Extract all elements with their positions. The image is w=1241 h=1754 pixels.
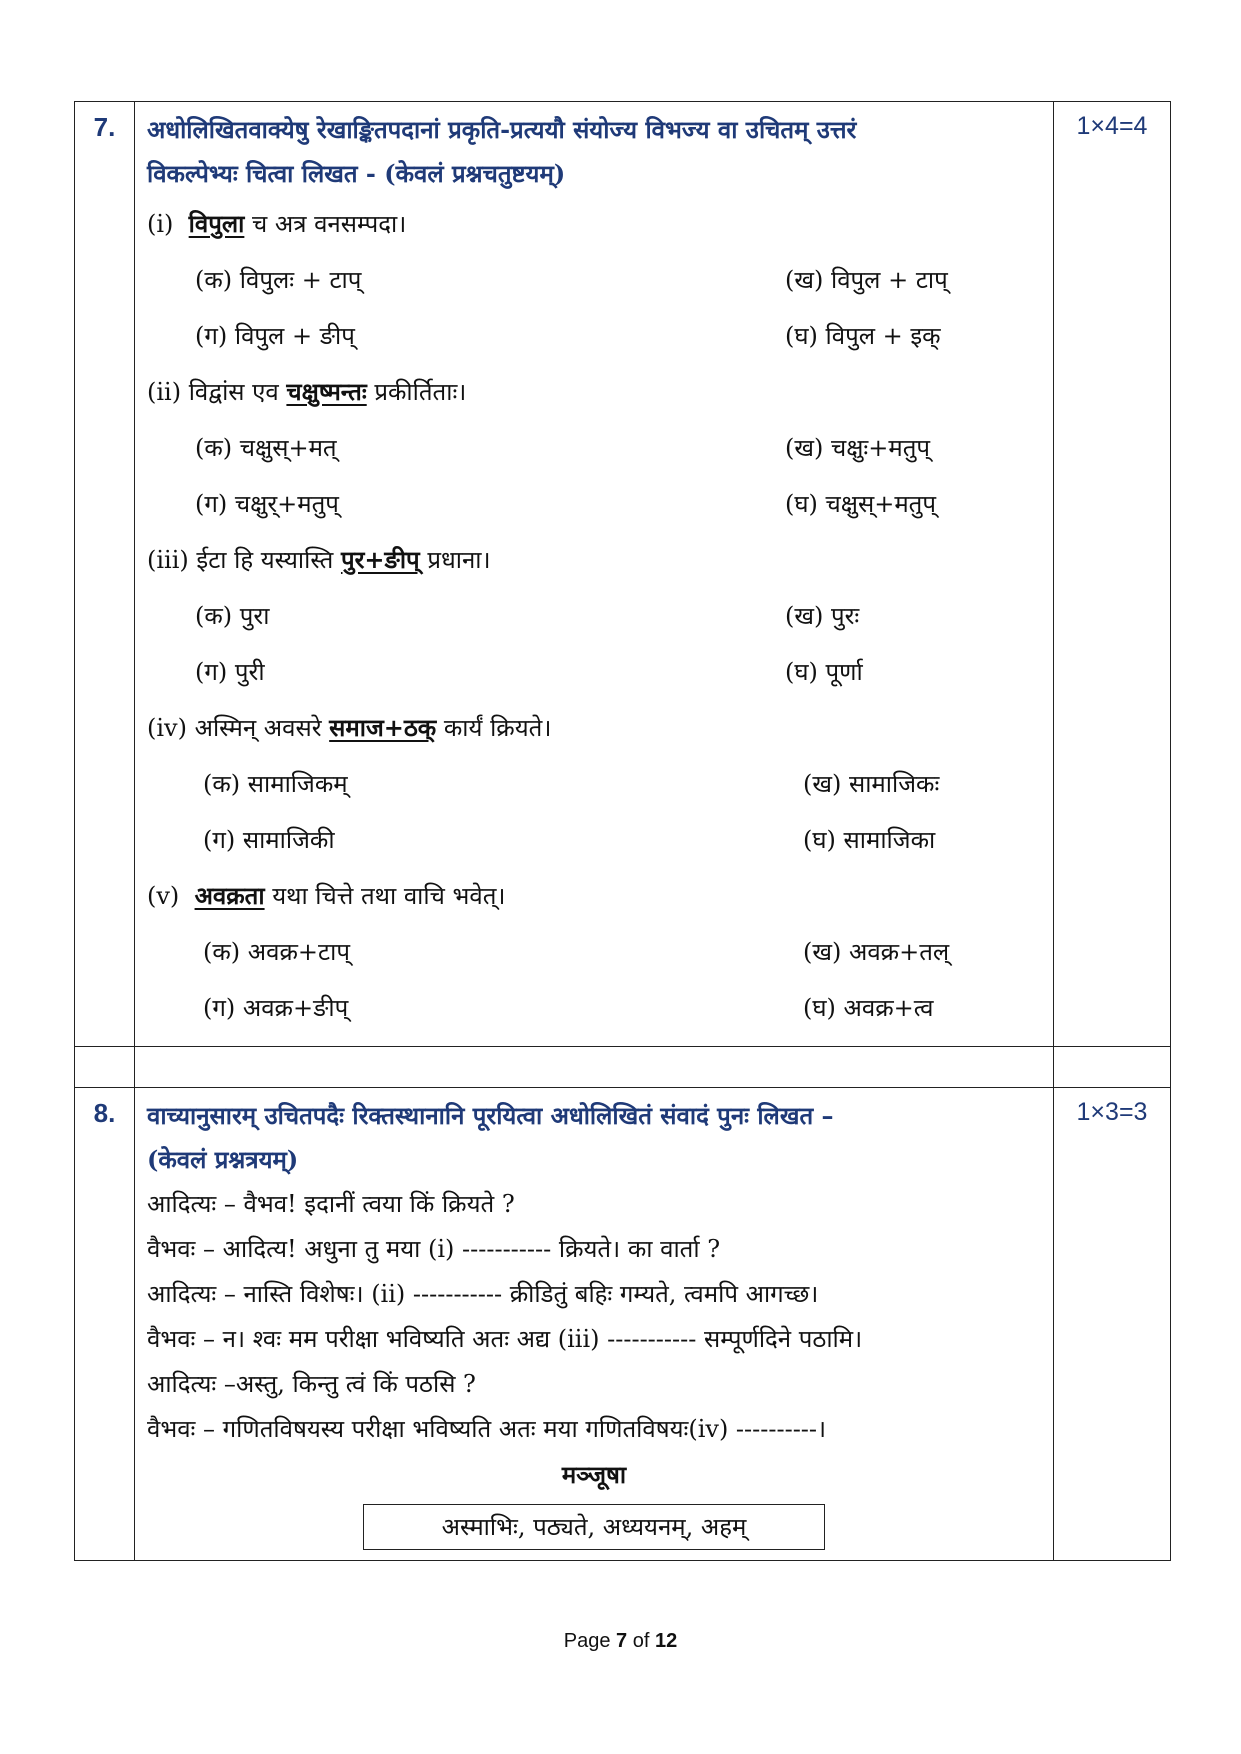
underlined-word: समाज+ठक् [329,713,437,742]
question-7-number: 7. [75,102,135,1047]
option-gha: (घ) चक्षुस्+मतुप् [785,490,936,518]
option-ka: (क) विपुलः + टाप् [195,266,362,294]
item-text-before: अस्मिन् अवसरे [194,714,330,742]
option-ga: (ग) चक्षुर्+मतुप् [195,490,339,518]
item-number: (iv) [147,714,187,742]
question-table [74,101,1171,1561]
option-ga: (ग) सामाजिकी [203,826,335,854]
item-text-after: प्रधाना। [419,546,491,574]
underlined-word: विपुला [188,209,245,238]
option-gha: (घ) पूर्णा [785,658,863,686]
question-7-item-i-options [147,252,1041,364]
footer-prefix: Page [563,1630,617,1652]
question-7-item-iv-options [147,756,1041,868]
option-gha: (घ) विपुल + इक् [785,322,941,350]
question-7-item-ii [147,364,1041,420]
dialogue-line: आदित्यः –अस्तु, किन्तु त्वं किं पठसि ? [147,1370,476,1398]
item-number: (ii) [147,378,182,406]
option-ga: (ग) विपुल + ङीप् [195,322,355,350]
spacer-cell [75,1047,135,1088]
item-number: (v) [147,882,180,910]
question-7-item-i [147,196,1041,252]
option-ka: (क) अवक्र+टाप् [203,938,350,966]
question-7-item-iv [147,700,1041,756]
spacer-row [75,1047,1171,1088]
question-8-instruction-line1: वाच्यानुसारम् उचितपदैः रिक्तस्थानानि पूरयित्वा अधोलिखितं संवादं पुनः लिखत – [147,1101,834,1130]
footer-current-page: 7 [616,1630,628,1652]
option-kha: (ख) पुरः [785,602,860,630]
option-kha: (ख) चक्षुः+मतुप् [785,434,931,462]
item-text-before: विद्वांस एव [188,378,287,406]
question-8-marks: 1×3=3 [1054,1088,1171,1561]
spacer-cell [1054,1047,1171,1088]
question-7-item-iii-options [147,588,1041,700]
dialogue-line: वैभवः – आदित्य! अधुना तु मया (i) ----------- क्रियते। का वार्ता ? [147,1235,721,1263]
question-7-body [135,102,1054,1047]
question-7-instruction-line2: विकल्पेभ्यः चित्वा लिखत - (केवलं प्रश्नचतुष्टयम्) [147,159,566,188]
question-7-marks: 1×4=4 [1054,102,1171,1047]
underlined-word: अवक्रता [194,881,265,910]
option-ga: (ग) पुरी [195,658,265,686]
question-7-row [75,102,1171,1047]
option-ka: (क) सामाजिकम् [203,770,348,798]
spacer-cell [135,1047,1054,1088]
item-text-before: ईटा हि यस्यास्ति [196,546,341,574]
footer-middle: of [627,1630,655,1652]
question-7-item-ii-options [147,420,1041,532]
manjusha-word-box: अस्माभिः, पठ्यते, अध्ययनम्, अहम् [363,1504,825,1550]
dialogue-line: आदित्यः – नास्ति विशेषः। (ii) ----------- क्रीडितुं बहिः गम्यते, त्वमपि आगच्छ। [147,1280,819,1308]
question-8-instruction-line2: (केवलं प्रश्नत्रयम्) [147,1145,299,1174]
dialogue-line: आदित्यः – वैभव! इदानीं त्वया किं क्रियते ? [147,1190,515,1218]
option-kha: (ख) सामाजिकः [803,770,940,798]
item-text-after: प्रकीर्तिताः। [366,378,467,406]
underlined-word: पुर+ङीप् [340,545,420,574]
option-ka: (क) पुरा [195,602,270,630]
option-ka: (क) चक्षुस्+मत् [195,434,337,462]
item-text-after: यथा चित्ते तथा वाचि भवेत्। [264,882,506,910]
item-number: (i) [147,210,174,238]
footer-total-pages: 12 [654,1630,678,1652]
page-footer [0,1630,1241,1653]
item-text-after: कार्यं क्रियते। [436,714,552,742]
item-number: (iii) [147,546,189,574]
question-7-instruction-line1: अधोलिखितवाक्येषु रेखाङ्कितपदानां प्रकृति-प्रत्ययौ संयोज्य विभज्य वा उचितम् उत्तरं [147,115,857,144]
question-8-body [135,1088,1054,1561]
option-gha: (घ) सामाजिका [803,826,936,854]
dialogue-line: वैभवः – न। श्वः मम परीक्षा भविष्यति अतः अद्य (iii) ----------- सम्पूर्णदिने पठामि। [147,1325,863,1353]
dialogue-line: वैभवः – गणितविषयस्य परीक्षा भविष्यति अतः मया गणितविषयः(iv) ----------। [147,1415,827,1443]
option-kha: (ख) विपुल + टाप् [785,266,948,294]
question-7-item-iii [147,532,1041,588]
question-8-number: 8. [75,1088,135,1561]
question-8-row [75,1088,1171,1561]
option-ga: (ग) अवक्र+ङीप् [203,994,349,1022]
underlined-word: चक्षुष्मन्तः [286,377,367,406]
option-gha: (घ) अवक्र+त्व [803,994,934,1022]
option-kha: (ख) अवक्र+तल् [803,938,950,966]
item-text-after: च अत्र वनसम्पदा। [244,210,407,238]
question-7-item-v [147,868,1041,924]
manjusha-heading: मञ्जूषा [561,1460,627,1489]
question-7-item-v-options [147,924,1041,1036]
